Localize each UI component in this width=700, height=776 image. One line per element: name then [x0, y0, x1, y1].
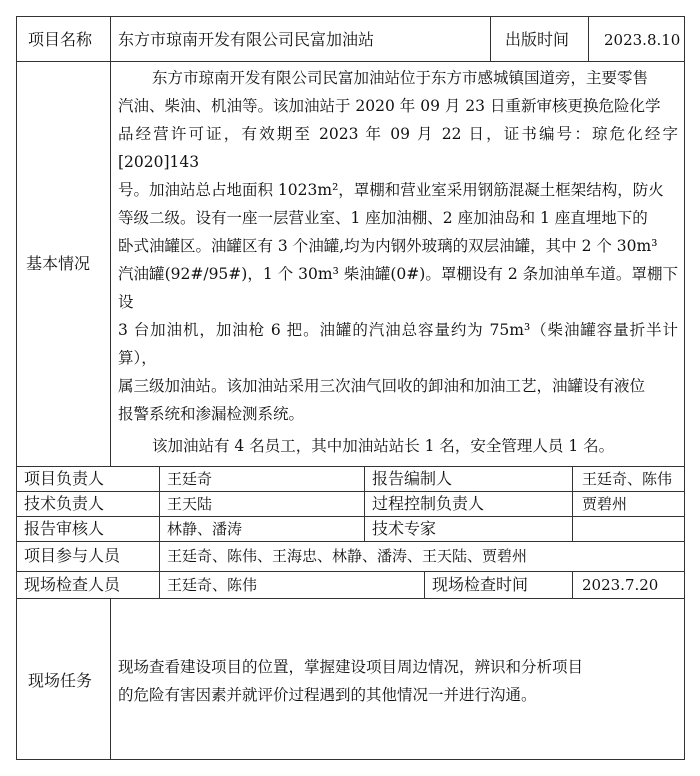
site-inspectors-label: 现场检查人员 — [24, 575, 121, 594]
basic-paragraph-2: 该加油站有 4 名员工，其中加油站站长 1 名，安全管理人员 1 名。 — [152, 437, 615, 455]
basic-label: 基本情况 — [26, 254, 91, 273]
site-inspectors: 王廷奇、陈伟 — [167, 576, 258, 594]
participants-label: 项目参与人员 — [24, 546, 121, 565]
site-time-label: 现场检查时间 — [432, 575, 529, 594]
basic-line: 品经营许可证，有效期至 2023 年 09 月 22 日，证书编号：琼危化经字[2020]143 — [118, 125, 678, 171]
basic-line: 属三级加油站。该加油站采用三次油气回收的卸油和加油工艺，油罐设有液位 — [118, 377, 646, 395]
basic-paragraph-1 — [118, 64, 678, 428]
report-author: 王廷奇、陈伟 — [582, 470, 673, 488]
participants: 王廷奇、陈伟、王海忠、林静、潘涛、王天陆、贾碧州 — [167, 547, 528, 565]
tech-expert-label: 技术专家 — [372, 519, 437, 538]
cell-tech-expert — [572, 516, 685, 542]
basic-line: 卧式油罐区。油罐区有 3 个油罐,均为内钢外玻璃的双层油罐，其中 2 个 30m³ — [118, 237, 658, 255]
site-task — [118, 653, 678, 709]
site-time: 2023.7.20 — [582, 576, 659, 594]
publish-time: 2023.8.10 — [604, 31, 681, 49]
tech-leader: 王天陆 — [167, 495, 213, 513]
project-name: 东方市琼南开发有限公司民富加油站 — [118, 30, 375, 49]
basic-line: 东方市琼南开发有限公司民富加油站位于东方市感城镇国道旁，主要零售 — [152, 69, 649, 87]
project-name-label: 项目名称 — [28, 30, 93, 49]
basic-line: 3 台加油机，加油枪 6 把。油罐的汽油总容量约为 75m³（柴油罐容量折半计算）， — [118, 321, 678, 367]
project-leader: 王廷奇 — [167, 470, 213, 488]
tech-leader-label: 技术负责人 — [24, 494, 105, 513]
reviewer-label: 报告审核人 — [24, 519, 105, 538]
publish-time-label: 出版时间 — [505, 30, 570, 49]
site-task-line: 的危险有害因素并就评价过程遇到的其他情况一并进行沟通。 — [118, 686, 537, 704]
basic-line: 号。加油站总占地面积 1023m²，罩棚和营业室采用钢筋混凝土框架结构，防火 — [118, 181, 664, 199]
basic-line: 汽油罐(92#/95#)，1 个 30m³ 柴油罐(0#)。罩棚设有 2 条加油单车道。罩棚下设 — [118, 265, 678, 311]
process-control-label: 过程控制负责人 — [372, 494, 485, 513]
process-control: 贾碧州 — [582, 495, 628, 513]
site-task-line: 现场查看建设项目的位置，掌握建设项目周边情况，辨识和分析项目 — [118, 658, 584, 676]
reviewer: 林静、潘涛 — [167, 520, 243, 538]
report-author-label: 报告编制人 — [372, 469, 453, 488]
basic-line: 汽油、柴油、机油等。该加油站于 2020 年 09 月 23 日重新审核更换危险化学 — [118, 97, 661, 115]
site-task-label: 现场任务 — [28, 671, 93, 690]
basic-line: 等级二级。设有一座一层营业室、1 座加油棚、2 座加油岛和 1 座直埋地下的 — [118, 209, 648, 227]
basic-line: 报警系统和渗漏检测系统。 — [118, 405, 305, 423]
project-leader-label: 项目负责人 — [24, 469, 105, 488]
